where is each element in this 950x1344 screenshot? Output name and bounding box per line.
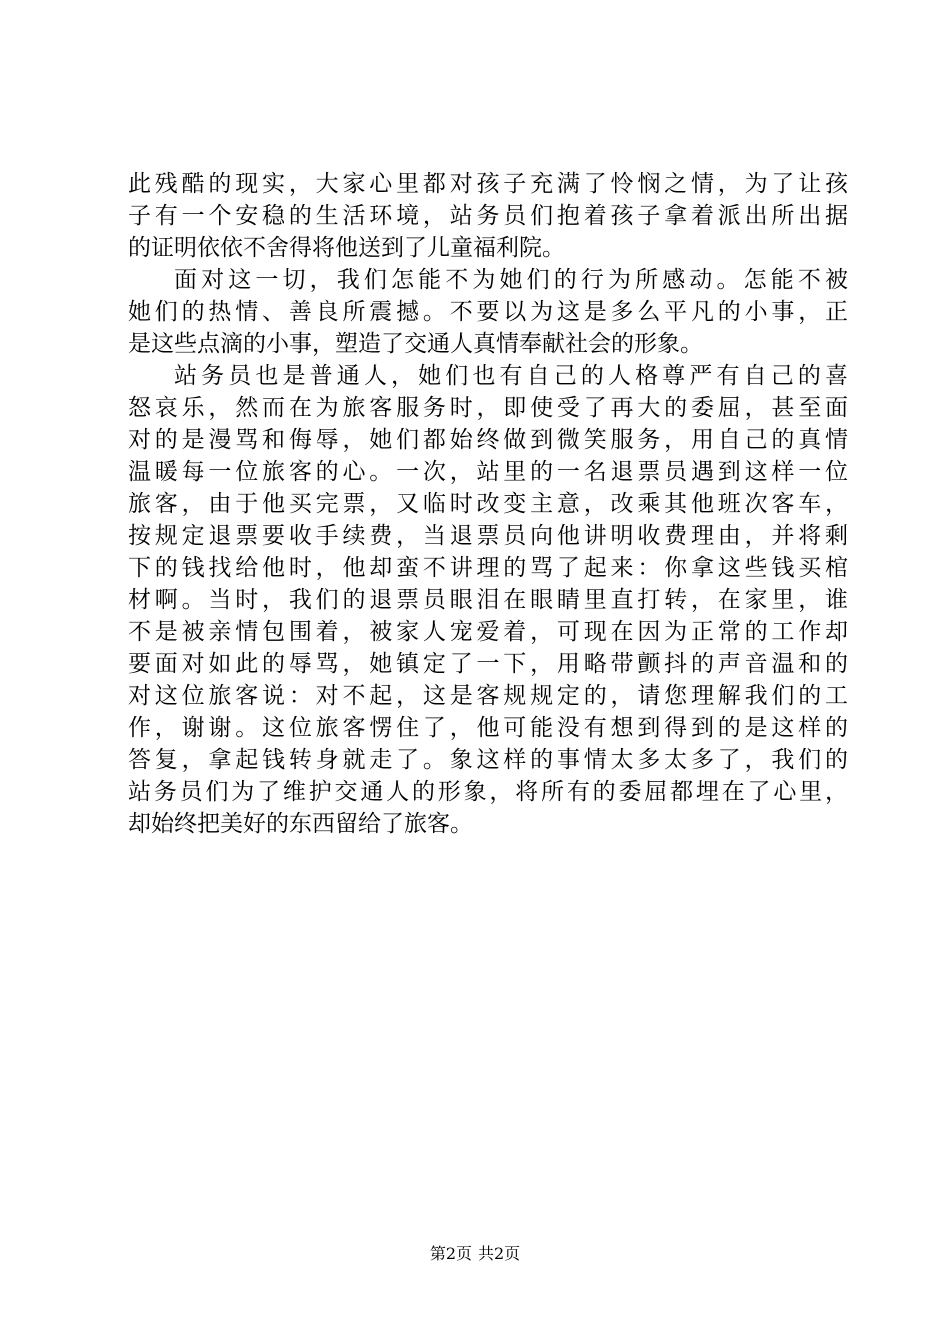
paragraph-line: 此残酷的现实，大家心里都对孩子充满了怜悯之情，为了让孩	[128, 171, 848, 197]
paragraph-line: 面对这一切，我们怎能不为她们的行为所感动。怎能不被	[174, 267, 848, 293]
paragraph	[128, 264, 848, 360]
paragraph-line: 她们的热情、善良所震撼。不要以为这是多么平凡的小事，正	[128, 299, 848, 325]
page-number-total: 共2页	[478, 1244, 521, 1263]
paragraph-line: 是这些点滴的小事，塑造了交通人真情奉献社会的形象。	[128, 331, 703, 357]
paragraph-line: 却始终把美好的东西留给了旅客。	[128, 811, 473, 837]
paragraph-line: 不是被亲情包围着，被家人宠爱着，可现在因为正常的工作却	[128, 619, 848, 645]
paragraph-line: 作，谢谢。这位旅客愣住了，他可能没有想到得到的是这样的	[128, 715, 848, 741]
paragraph-line: 旅客，由于他买完票，又临时改变主意，改乘其他班次客车，	[128, 491, 848, 517]
paragraph-line: 站务员们为了维护交通人的形象，将所有的委屈都埋在了心里，	[128, 779, 848, 805]
paragraph	[128, 360, 848, 840]
paragraph-line: 对这位旅客说：对不起，这是客规规定的，请您理解我们的工	[128, 683, 848, 709]
paragraph-line: 要面对如此的辱骂，她镇定了一下，用略带颤抖的声音温和的	[128, 651, 848, 677]
paragraph	[128, 168, 848, 264]
paragraph-line: 温暖每一位旅客的心。一次，站里的一名退票员遇到这样一位	[128, 459, 848, 485]
paragraph-line: 的证明依依不舍得将他送到了儿童福利院。	[128, 235, 565, 261]
body-text	[128, 168, 848, 840]
paragraph-line: 材啊。当时，我们的退票员眼泪在眼睛里直打转，在家里，谁	[128, 587, 848, 613]
paragraph-line: 按规定退票要收手续费，当退票员向他讲明收费理由，并将剩	[128, 523, 848, 549]
paragraph-line: 子有一个安稳的生活环境，站务员们抱着孩子拿着派出所出据	[128, 203, 848, 229]
paragraph-line: 下的钱找给他时，他却蛮不讲理的骂了起来：你拿这些钱买棺	[128, 555, 848, 581]
page-footer	[0, 1243, 950, 1265]
paragraph-line: 怒哀乐，然而在为旅客服务时，即使受了再大的委屈，甚至面	[128, 395, 848, 421]
page-number-current: 第2页	[429, 1244, 472, 1263]
paragraph-line: 站务员也是普通人，她们也有自己的人格尊严有自己的喜	[174, 363, 848, 389]
paragraph-line: 答复，拿起钱转身就走了。象这样的事情太多太多了，我们的	[128, 747, 848, 773]
paragraph-line: 对的是漫骂和侮辱，她们都始终做到微笑服务，用自己的真情	[128, 427, 848, 453]
